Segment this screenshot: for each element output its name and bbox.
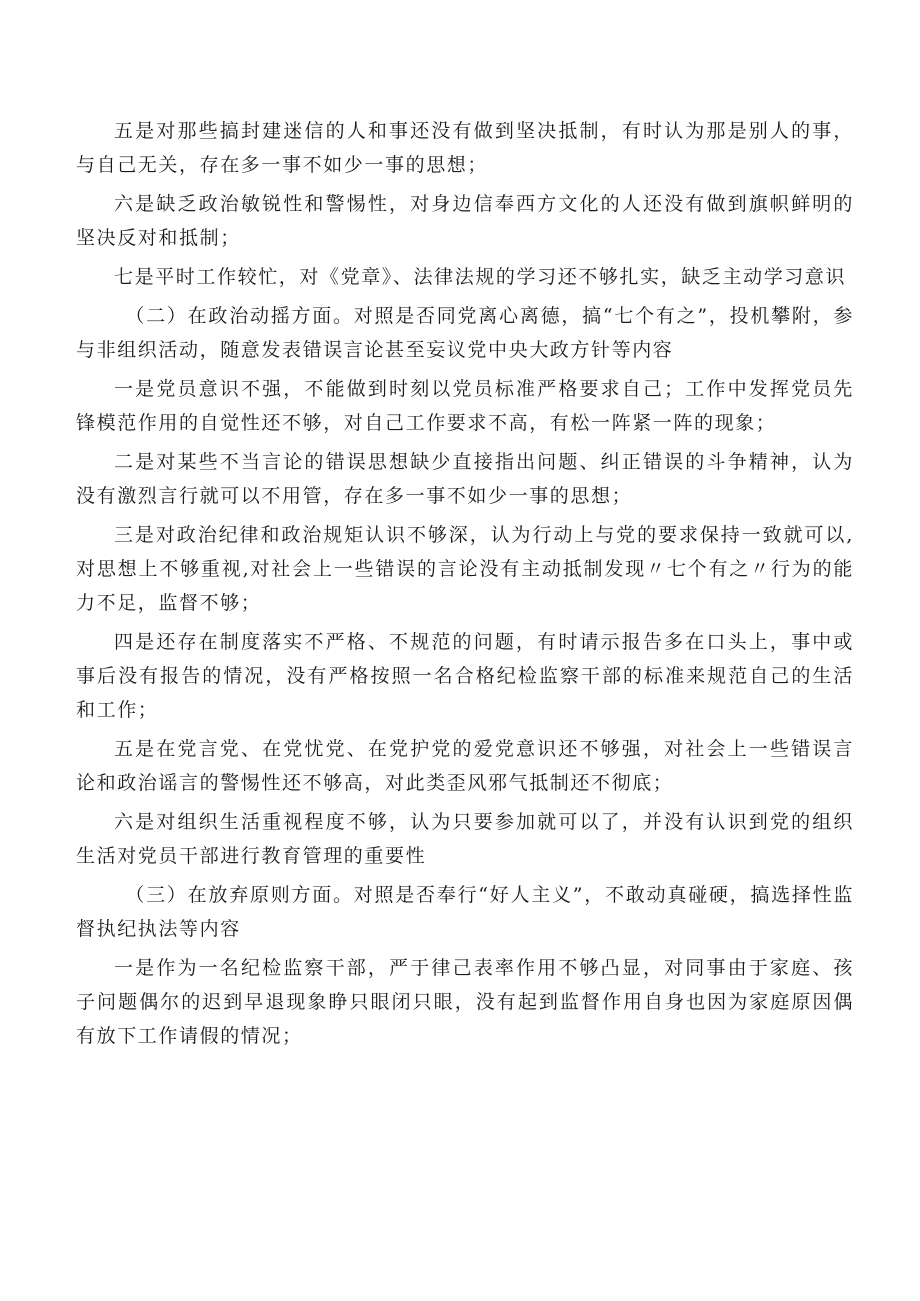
paragraph-1-party-awareness: 一是党员意识不强，不能做到时刻以党员标准严格要求自己；工作中发挥党员先锋模范作用的自觉性还不够，对自己工作要求不高，有松一阵紧一阵的现象； (76, 378, 854, 434)
section-heading-2: （二）在政治动摇方面。对照是否同党离心离德，搞“七个有之”，投机攀附，参与非组织活动，随意发表错误言论甚至妄议党中央大政方针等内容 (76, 305, 854, 361)
paragraph-7-study: 七是平时工作较忙，对《党章》、法律法规的学习还不够扎实，缺乏主动学习意识 (114, 266, 847, 288)
paragraph-3-political-discipline: 三是对政治纪律和政治规矩认识不够深，认为行动上与党的要求保持一致就可以,对思想上不够重视,对社会上一些错误的言论没有主动抵制发现〃七个有之〃行为的能力不足，监督不够； (76, 524, 854, 614)
paragraph-5-party-love: 五是在党言党、在党忧党、在党护党的爱党意识还不够强，对社会上一些错误言论和政治谣言的警惕性还不够高，对此类歪风邪气抵制还不彻底； (76, 738, 854, 794)
paragraph-2-struggle-spirit: 二是对某些不当言论的错误思想缺少直接指出问题、纠正错误的斗争精神，认为没有激烈言行就可以不用管，存在多一事不如少一事的思想； (76, 451, 854, 507)
paragraph-1-self-discipline: 一是作为一名纪检监察干部，严于律己表率作用不够凸显，对同事由于家庭、孩子问题偶尔的迟到早退现象睁只眼闭只眼，没有起到监督作用自身也因为家庭原因偶有放下工作请假的情况； (76, 957, 854, 1047)
paragraph-6-political-sensitivity: 六是缺乏政治敏锐性和警惕性，对身边信奉西方文化的人还没有做到旗帜鲜明的坚决反对和抵制； (76, 193, 854, 249)
section-heading-3: （三）在放弃原则方面。对照是否奉行“好人主义”，不敢动真碰硬，搞选择性监督执纪执法等内容 (76, 884, 854, 940)
paragraph-4-system-implementation: 四是还存在制度落实不严格、不规范的问题，有时请示报告多在口头上，事中或事后没有报告的情况，没有严格按照一名合格纪检监察干部的标准来规范自己的生活和工作； (76, 631, 854, 721)
paragraph-5-superstition: 五是对那些搞封建迷信的人和事还没有做到坚决抵制，有时认为那是别人的事，与自己无关，存在多一事不如少一事的思想； (76, 120, 854, 176)
paragraph-6-organization-life: 六是对组织生活重视程度不够，认为只要参加就可以了，并没有认识到党的组织生活对党员干部进行教育管理的重要性 (76, 811, 854, 867)
